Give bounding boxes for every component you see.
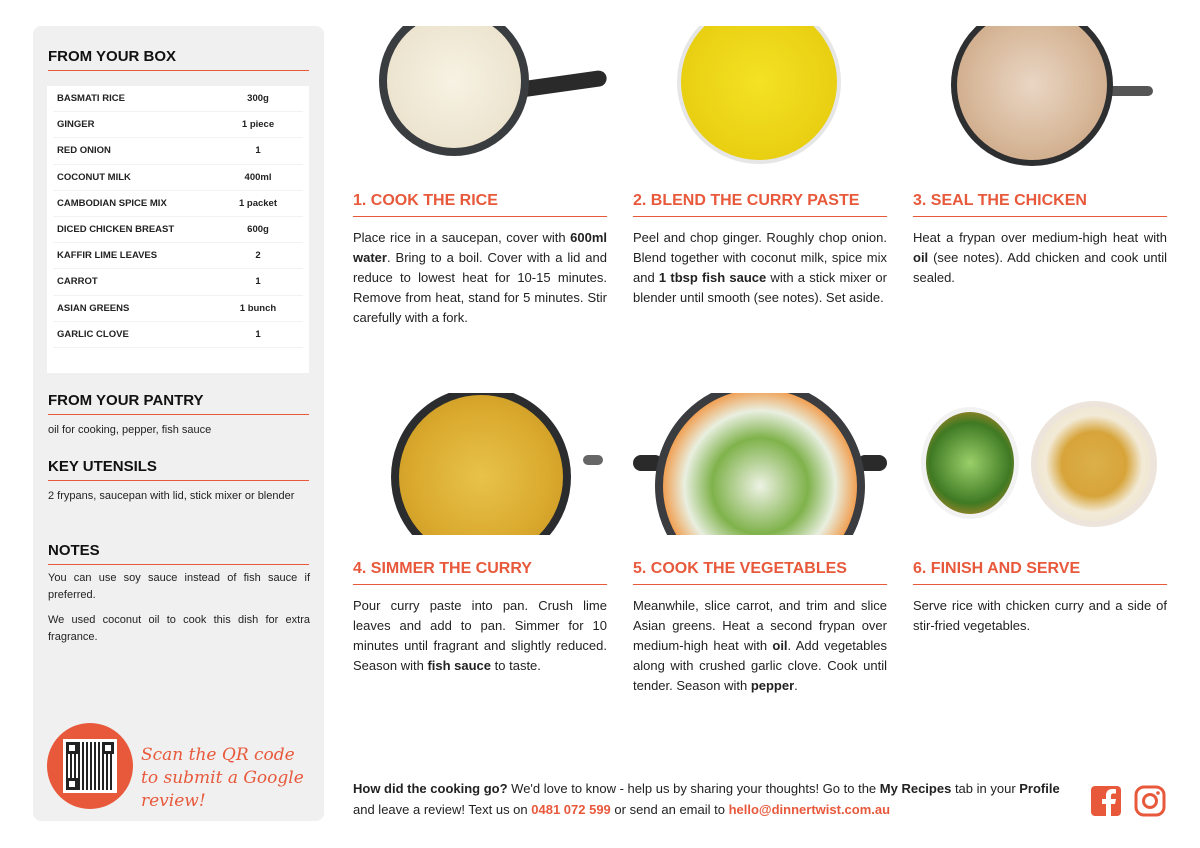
step-3-text [913, 228, 1167, 288]
ingredient-qty: 1 packet [238, 197, 278, 209]
step-text-bold: 1 tbsp fish sauce [658, 270, 767, 285]
ingredient-row [53, 243, 303, 269]
ingredient-row [53, 191, 303, 217]
step-1-image [353, 26, 607, 168]
step-5-text [633, 596, 887, 696]
phone-link[interactable]: 0481 072 599 [531, 802, 611, 817]
step-text: Meanwhile, slice carrot, and trim and slice Asian greens. Heat a second frypan over medium-high heat with [633, 598, 887, 653]
ingredients-table [47, 86, 309, 373]
ingredient-row [53, 165, 303, 191]
step-5-image [633, 393, 887, 535]
pantry-heading: FROM YOUR PANTRY [48, 392, 309, 415]
step-text-bold: fish sauce [427, 658, 492, 673]
pantry-text: oil for cooking, pepper, fish sauce [48, 424, 212, 436]
footer-text-3: and leave a review! Text us on [353, 802, 532, 817]
step-4-text [353, 596, 607, 676]
qr-code[interactable] [63, 739, 117, 793]
step-4-title: 4. SIMMER THE CURRY [353, 560, 607, 585]
ingredient-name: RED ONION [57, 145, 111, 157]
ingredient-name: ASIAN GREENS [57, 302, 130, 314]
ingredient-row [53, 138, 303, 164]
step-text: . Bring to a boil. Cover with a lid and reduce to lowest heat for 10-15 minutes. Remove from heat, stand for 5 minutes. Stir carefully with a fork. [353, 250, 607, 325]
ingredient-name: DICED CHICKEN BREAST [57, 224, 175, 236]
ingredient-row [53, 296, 303, 322]
utensils-text: 2 frypans, saucepan with lid, stick mixer or blender [48, 490, 295, 502]
ingredient-row [53, 322, 303, 348]
profile-link[interactable]: Profile [1019, 781, 1060, 796]
step-text: Pour curry paste into pan. Crush lime leaves and add to pan. Simmer for 10 minutes until fragrant and slightly reduced. Season with [353, 598, 607, 673]
step-3-title: 3. SEAL THE CHICKEN [913, 192, 1167, 217]
ingredient-qty: 1 bunch [239, 302, 277, 314]
footer-text-1: We'd love to know - help us by sharing your thoughts! Go to the [507, 781, 880, 796]
qr-review-text: Scan the QR code to submit a Google review! [141, 745, 304, 811]
step-2-image [633, 26, 887, 168]
step-4-image [353, 393, 607, 535]
step-text: Place rice in a saucepan, cover with [353, 230, 571, 245]
note-2: We used coconut oil to cook this dish for extra fragrance. [48, 614, 310, 643]
ingredient-name: BASMATI RICE [57, 93, 125, 105]
step-text-bold: pepper [750, 678, 795, 693]
step-6-text [913, 596, 1167, 636]
ingredient-name: KAFFIR LIME LEAVES [57, 250, 158, 262]
review-footer [353, 778, 1073, 820]
note-1: You can use soy sauce instead of fish sauce if preferred. [48, 572, 310, 601]
from-box-heading: FROM YOUR BOX [48, 48, 309, 71]
ingredient-name: CARROT [57, 276, 98, 288]
email-link[interactable]: hello@dinnertwist.com.au [728, 802, 891, 817]
ingredient-qty: 1 [255, 328, 261, 340]
footer-text-2: tab in your [951, 781, 1020, 796]
step-2-title: 2. BLEND THE CURRY PASTE [633, 192, 887, 217]
step-2-text [633, 228, 887, 308]
step-6-title: 6. FINISH AND SERVE [913, 560, 1167, 585]
ingredients-sidebar [33, 26, 324, 821]
ingredient-row [53, 269, 303, 295]
step-1-text [353, 228, 607, 328]
instagram-icon[interactable] [1134, 785, 1166, 817]
step-text: to taste. [491, 658, 541, 673]
step-text: with a stick mixer or blender until smooth (see notes). Set aside. [633, 270, 887, 305]
ingredient-qty: 1 [255, 276, 261, 288]
step-1-title: 1. COOK THE RICE [353, 192, 607, 217]
ingredient-name: CAMBODIAN SPICE MIX [57, 197, 167, 209]
qr-code-badge[interactable] [47, 723, 133, 809]
facebook-icon[interactable] [1090, 785, 1122, 817]
utensils-heading: KEY UTENSILS [48, 458, 309, 481]
step-text: Peel and chop ginger. Roughly chop onion. Blend together with coconut milk, spice mix and [633, 230, 887, 285]
step-text-bold: oil [913, 250, 929, 265]
step-text: (see notes). Add chicken and cook until sealed. [913, 250, 1167, 285]
step-5-title: 5. COOK THE VEGETABLES [633, 560, 887, 585]
ingredient-row [53, 217, 303, 243]
notes-heading: NOTES [48, 542, 309, 565]
ingredient-row [53, 86, 303, 112]
ingredient-qty: 400ml [244, 171, 272, 183]
ingredient-name: COCONUT MILK [57, 171, 131, 183]
step-text: Heat a frypan over medium-high heat with [913, 230, 1167, 245]
step-3-image [913, 26, 1167, 168]
my-recipes-link[interactable]: My Recipes [879, 781, 952, 796]
ingredient-qty: 1 [255, 145, 261, 157]
footer-question: How did the cooking go? [353, 781, 508, 796]
ingredient-name: GARLIC CLOVE [57, 328, 129, 340]
step-text-bold: 600ml water [353, 230, 607, 265]
step-text: . [794, 678, 798, 693]
ingredient-qty: 1 piece [241, 119, 275, 131]
ingredient-row [53, 112, 303, 138]
step-text: Serve rice with chicken curry and a side of stir-fried vegetables. [913, 598, 1167, 633]
step-6-image [913, 393, 1167, 535]
ingredient-name: GINGER [57, 119, 95, 131]
ingredient-qty: 600g [247, 224, 269, 236]
ingredient-qty: 2 [255, 250, 261, 262]
ingredient-qty: 300g [247, 93, 269, 105]
footer-text-4: or send an email to [610, 802, 729, 817]
step-text: . Add vegetables along with crushed garlic clove. Cook until tender. Season with [633, 638, 887, 693]
step-text-bold: oil [772, 638, 788, 653]
